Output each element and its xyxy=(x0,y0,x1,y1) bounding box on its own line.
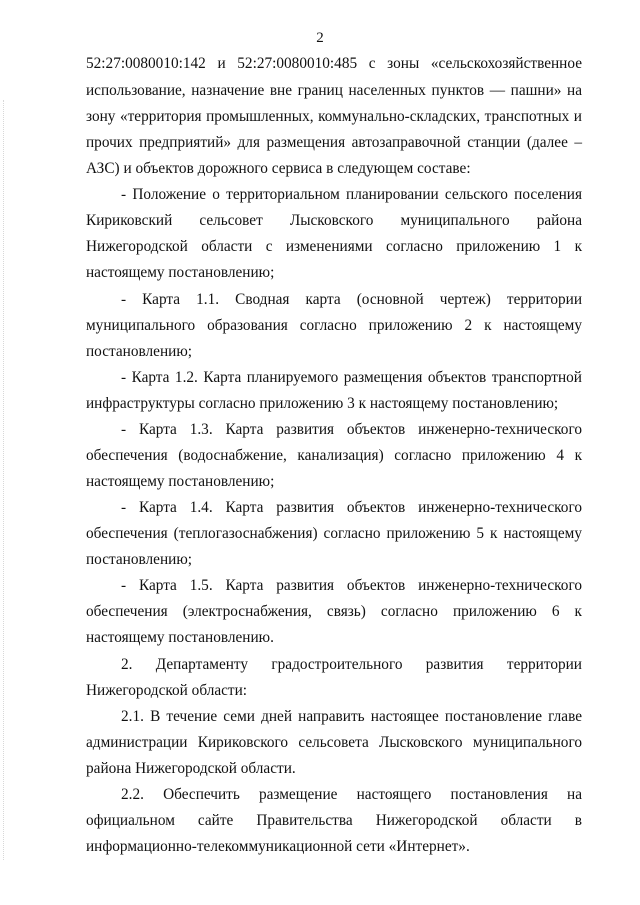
text-line: 2.1. В течение семи дней направить настоящее постановление главе xyxy=(121,708,582,725)
text-line: 2. Департаменту градостроительного развития территории xyxy=(121,656,582,673)
text-line: прочих предприятий» для размещения автозаправочной станции (далее – xyxy=(86,134,582,151)
text-line: - Карта 1.3. Карта развития объектов инженерно-технического xyxy=(121,421,582,438)
text-line: настоящему постановлению; xyxy=(86,264,275,281)
text-line: - Положение о территориальном планировании сельского поселения xyxy=(121,186,582,203)
text-line: обеспечения (электроснабжения, связь) согласно приложению 6 к xyxy=(86,603,582,620)
text-line: - Карта 1.5. Карта развития объектов инженерно-технического xyxy=(121,577,582,594)
text-line: Нижегородской области с изменениями согласно приложению 1 к xyxy=(86,238,582,255)
text-line: использование, назначение вне границ населенных пунктов — пашни» на xyxy=(86,82,582,99)
text-line: постановлению; xyxy=(86,551,192,568)
text-line: настоящему постановлению; xyxy=(86,473,275,490)
text-line: 52:27:0080010:142 и 52:27:0080010:485 с зоны «сельскохозяйственное xyxy=(86,55,582,72)
page-number: 2 xyxy=(316,30,324,46)
text-line: - Карта 1.2. Карта планируемого размещения объектов транспортной xyxy=(121,369,582,386)
text-line: настоящему постановлению. xyxy=(86,629,274,646)
text-line: инфраструктуры согласно приложению 3 к настоящему постановлению; xyxy=(86,395,559,412)
text-line: администрации Кириковского сельсовета Лысковского муниципального xyxy=(86,734,582,751)
text-line: - Карта 1.1. Сводная карта (основной чертеж) территории xyxy=(121,291,582,308)
text-line: - Карта 1.4. Карта развития объектов инженерно-технического xyxy=(121,499,582,516)
text-line: зону «территория промышленных, коммунально-складских, транспотных и xyxy=(86,108,582,125)
text-line: постановлению; xyxy=(86,343,192,360)
text-line: 2.2. Обеспечить размещение настоящего постановления на xyxy=(121,786,582,803)
text-line: района Нижегородской области. xyxy=(86,760,296,777)
text-line: обеспечения (водоснабжение, канализация) согласно приложению 4 к xyxy=(86,447,582,464)
text-line: официальном сайте Правительства Нижегородской области в xyxy=(86,812,582,829)
scan-edge-mark xyxy=(3,100,5,860)
text-line: АЗС) и объектов дорожного сервиса в следующем составе: xyxy=(86,160,471,177)
text-line: обеспечения (теплогазоснабжения) согласно приложению 5 к настоящему xyxy=(86,525,582,542)
text-line: информационно-телекоммуникационной сети «Интернет». xyxy=(86,838,470,855)
text-line: Нижегородской области: xyxy=(86,682,248,699)
text-line: Кириковский сельсовет Лысковского муниципального района xyxy=(86,212,582,229)
text-line: муниципального образования согласно приложению 2 к настоящему xyxy=(86,317,582,334)
